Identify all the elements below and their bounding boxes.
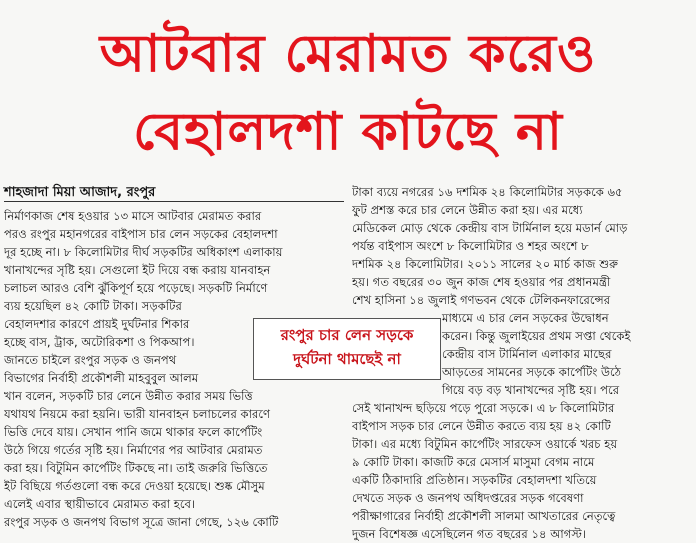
text-line: বাইপাস সড়ক চার লেনে উন্নীত করতে ব্যয় হয় ৪২ কোটি xyxy=(352,419,611,433)
text-line: খানাখন্দের সৃষ্টি হয়। সেগুলো ইট দিয়ে বন্ধ করায় যানবাহন xyxy=(4,263,271,277)
text-line: কেন্দ্রীয় বাস টার্মিনাল এলাকার মাছের xyxy=(442,347,612,361)
byline: শাহজাদা মিয়া আজাদ, রংপুর xyxy=(4,185,156,200)
text-line: ভিত্তি দেবে যায়। সেখান পানি জমে থাকার ফলে কার্পেটিং xyxy=(4,425,263,439)
text-line: নির্মাণকাজ শেষ হওয়ার ১৩ মাসে আটবার মেরামত করার xyxy=(4,209,262,223)
text-line: ইট বিছিয়ে গর্তগুলো বন্ধ করে দেওয়া হয়েছে। শুষ্ক মৌসুম xyxy=(4,479,265,493)
text-line: টাকা ব্যয়ে নগরের ১৬ দশমিক ২৪ কিলোমিটার সড়ককে ৬৫ xyxy=(352,185,623,199)
text-line: ফুট প্রশস্ত করে চার লেনে উন্নীত করা হয়। এর মধ্যে xyxy=(352,203,583,217)
text-line: দেখতে সড়ক ও জনপথ অধিদপ্তরের সড়ক গবেষণা xyxy=(352,491,584,505)
text-line: বিভাগের নির্বাহী প্রকৌশলী মাহবুবুল আলম xyxy=(4,371,199,385)
pull-quote-line-1: রংপুর চার লেন সড়কে xyxy=(280,326,414,344)
text-line: দূর হচ্ছে না। ৮ কিলোমিটার দীর্ঘ সড়কটির অধিকাংশ এলাকায় xyxy=(4,245,283,259)
text-line: জানতে চাইলে রংপুর সড়ক ও জনপথ xyxy=(4,353,177,367)
text-line: এলেই এবার স্থায়ীভাবে মেরামত করা হবে। xyxy=(4,497,196,511)
text-line: দশমিক ২৪ কিলোমিটার। ২০১১ সালের ২০ মার্চ কাজ শুরু xyxy=(352,257,619,271)
text-line: দুজন বিশেষজ্ঞ এসেছিলেন গত বছরের ১৪ আগস্ট। xyxy=(352,527,586,541)
text-line: যথাযথ নিয়মে করা হয়নি। ভারী যানবাহন চলাচলের কারণে xyxy=(4,407,271,421)
text-line: শেখ হাসিনা ১৪ জুলাই গণভবন থেকে টেলিকনফারেন্সের xyxy=(352,293,611,307)
text-line: আড়তের সামনের সড়কে কার্পেটিং উঠে xyxy=(442,365,621,379)
text-line: খান বলেন, সড়কটি চার লেনে উন্নীত করার সময় ভিত্তি xyxy=(4,389,253,403)
text-line: করা হয়। বিটুমিন কার্পেটিং টিকছে না। তাই জরুরি ভিত্তিতে xyxy=(4,461,268,475)
text-line: হচ্ছে বাস, ট্রাক, অটোরিকশা ও পিকআপ। xyxy=(4,335,195,349)
text-line: মেডিকেল মোড় থেকে কেন্দ্রীয় বাস টার্মিনাল হয়ে মডার্ন মোড় xyxy=(352,221,628,235)
text-line: টাকা। এর মধ্যে বিটুমিন কার্পেটিং সারফেস ওয়ার্কে খরচ হয় xyxy=(352,437,618,451)
text-line: মাধ্যমে এ চার লেন সড়কের উদ্বোধন xyxy=(442,311,609,325)
text-line: পরীক্ষাগারের নির্বাহী প্রকৌশলী সালমা আখতারের নেতৃত্বে xyxy=(352,509,616,523)
text-line: পরও রংপুর মহানগরের বাইপাস চার লেন সড়কের বেহালদশা xyxy=(4,227,278,241)
text-line: চলাচল আরও বেশি ঝুঁকিপূর্ণ হয়ে পড়েছে। সড়কটি নির্মাণে xyxy=(4,281,268,295)
pull-quote-line-2: দুর্ঘটনা থামছেই না xyxy=(293,350,401,368)
headline-line-2: বেহালদশা কাটছে না xyxy=(133,102,563,162)
text-line: হয়। গত বছরের ৩০ জুন কাজ শেষ হওয়ার পর প্রধানমন্ত্রী xyxy=(352,275,611,289)
text-line: একটি ঠিকাদারি প্রতিষ্ঠান। সড়কটির বেহালদশা খতিয়ে xyxy=(352,473,597,487)
headline-line-1: আটবার মেরামত করেও xyxy=(99,24,597,84)
text-line: গিয়ে বড় বড় খানাখন্দের সৃষ্টি হয়। পরে xyxy=(442,383,620,397)
text-line: করেন। কিন্তু জুলাইয়ের প্রথম সপ্তা থেকেই xyxy=(442,329,631,343)
text-line: ব্যয় হয়েছিল ৪২ কোটি টাকা। সড়কটির xyxy=(4,299,182,313)
text-line: ৯ কোটি টাকা। কাজটি করে মেসার্স মাসুমা বেগম নামে xyxy=(352,455,595,469)
byline-divider xyxy=(4,201,344,202)
text-line: উঠে গিয়ে গর্তের সৃষ্টি হয়। নির্মাণের পর আটবার মেরামত xyxy=(4,443,263,457)
text-line: পর্যন্ত বাইপাস অংশে ৮ কিলোমিটার ও শহর অংশে ৮ xyxy=(352,239,589,253)
text-line: সেই খানাখন্দ ছড়িয়ে পড়ে পুরো সড়কে। এ ৮ কিলোমিটার xyxy=(352,401,615,415)
text-line: রংপুর সড়ক ও জনপথ বিভাগ সূত্রে জানা গেছে, ১২৬ কোটি xyxy=(4,515,279,529)
pull-quote-box xyxy=(253,318,441,380)
text-line: বেহালদশার কারণে প্রায়ই দুর্ঘটনার শিকার xyxy=(4,317,190,331)
